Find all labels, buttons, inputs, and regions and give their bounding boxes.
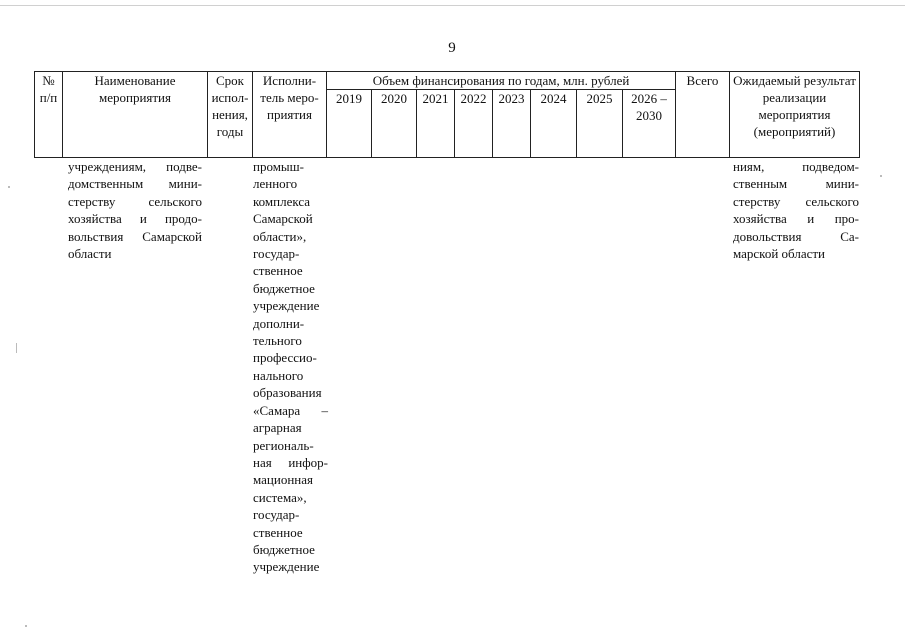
text-line: профессио- xyxy=(253,350,317,366)
text-line: учреждение xyxy=(253,559,320,575)
text-line: стерству сельского xyxy=(733,193,859,209)
text-line: бюджетное xyxy=(253,541,315,557)
text-line: хозяйства и продо- xyxy=(68,211,202,227)
text-line: система», xyxy=(253,489,307,505)
text-line: стерству сельского xyxy=(68,193,202,209)
text-line: государ- xyxy=(253,246,300,262)
text-line: довольствия Са- xyxy=(733,228,859,244)
header-year: 2026 – 2030 xyxy=(623,90,676,158)
text-line: учреждение xyxy=(253,298,320,314)
text-line: аграрная xyxy=(253,420,302,436)
expected-result-text xyxy=(733,158,859,262)
text-line: марской области xyxy=(733,246,825,262)
scan-speck xyxy=(8,186,10,188)
text-line: «Самара – xyxy=(253,402,328,418)
header-year: 2021 xyxy=(417,90,455,158)
header-funding: Объем финансирования по годам, млн. рублей xyxy=(327,72,676,90)
executor-text xyxy=(253,158,328,576)
text-line: комплекса xyxy=(253,193,311,209)
text-line: хозяйства и про- xyxy=(733,211,859,227)
header-year: 2023 xyxy=(493,90,531,158)
text-line: дополни- xyxy=(253,315,305,331)
text-line: учреждениям, подве- xyxy=(68,159,202,174)
scan-speck xyxy=(25,625,27,627)
text-line: региональ- xyxy=(253,437,314,453)
text-line: ственное xyxy=(253,263,303,279)
text-line: Самарской xyxy=(253,211,313,227)
header-num: № п/п xyxy=(35,72,63,158)
text-line: ственное xyxy=(253,524,303,540)
text-line: мационная xyxy=(253,472,313,488)
header-result: Ожидаемый результат реализации мероприятия (мероприятий) xyxy=(730,72,860,158)
text-line: ная инфор- xyxy=(253,454,328,470)
text-line: области xyxy=(68,246,112,262)
text-line: нального xyxy=(253,367,304,383)
header-year: 2019 xyxy=(327,90,372,158)
header-year: 2020 xyxy=(372,90,417,158)
text-line: ственным мини- xyxy=(733,176,859,192)
text-line: тельного xyxy=(253,333,302,349)
text-line: образования xyxy=(253,385,322,401)
text-line: бюджетное xyxy=(253,280,315,296)
measure-name-text xyxy=(68,158,202,262)
header-total: Всего xyxy=(676,72,730,158)
header-year: 2024 xyxy=(531,90,577,158)
text-line: домственным мини- xyxy=(68,176,202,192)
text-line: области», xyxy=(253,228,307,244)
header-year: 2025 xyxy=(577,90,623,158)
scan-speck xyxy=(880,175,882,177)
text-line: государ- xyxy=(253,507,300,523)
page-number: 9 xyxy=(448,40,456,56)
text-line: ниям, подведом- xyxy=(733,159,859,174)
scan-top-edge xyxy=(0,5,905,6)
table-header xyxy=(34,71,860,158)
header-name: Наименование мероприятия xyxy=(63,72,208,158)
header-term: Срок испол-нения, годы xyxy=(208,72,253,158)
text-line: вольствия Самарской xyxy=(68,228,202,244)
header-year: 2022 xyxy=(455,90,493,158)
text-line: ленного xyxy=(253,176,298,192)
text-line: промыш- xyxy=(253,159,305,174)
scan-speck xyxy=(16,343,17,353)
header-executor: Исполни-тель меро-приятия xyxy=(253,72,327,158)
